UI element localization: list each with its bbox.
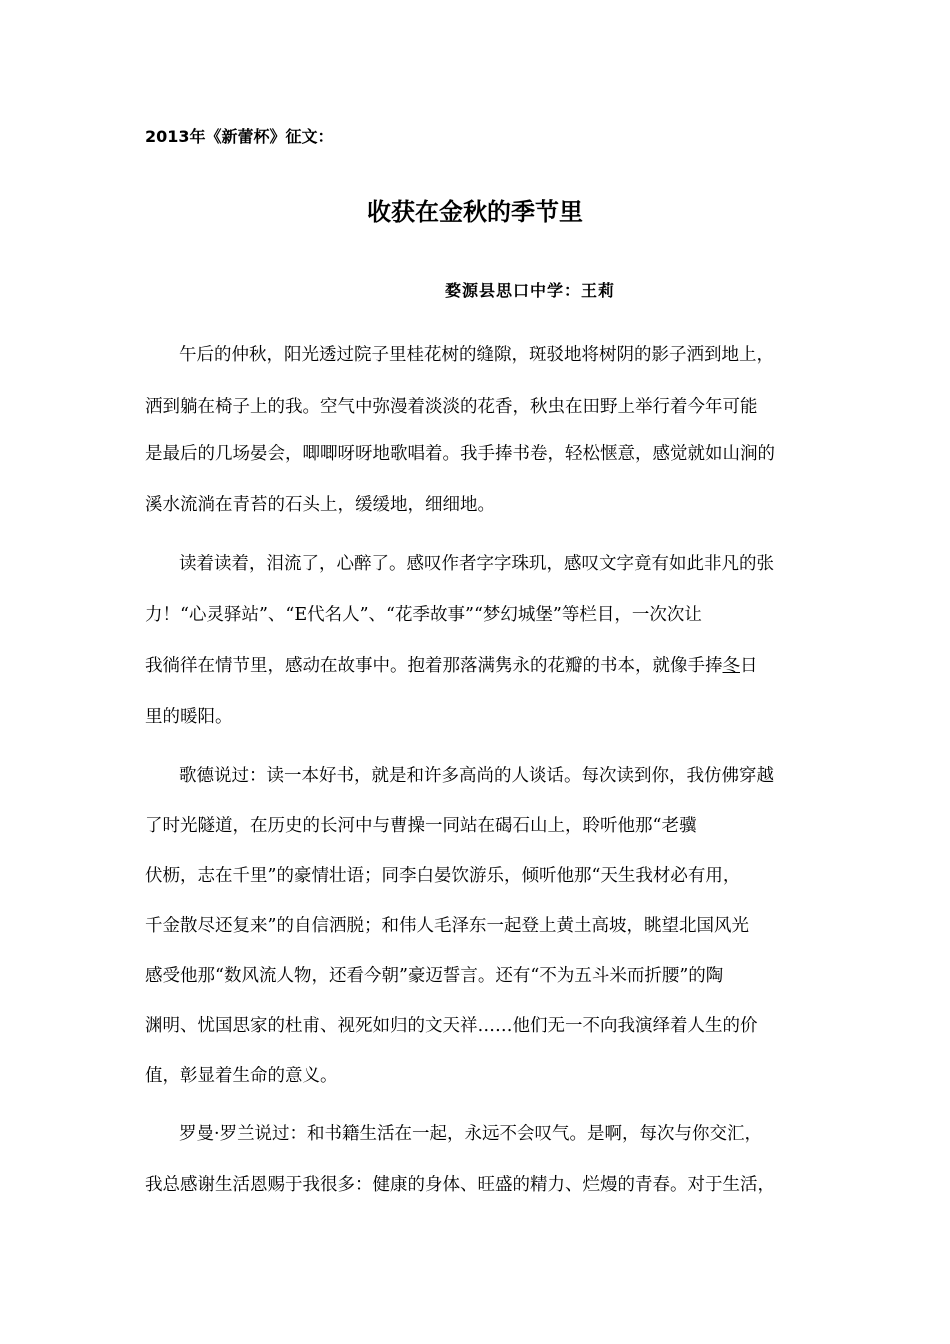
paragraph-2-line-2: 力！“心灵驿站”、“E代名人”、“花季故事”“梦幻城堡”等栏目，一次次让 — [145, 605, 702, 625]
paragraph-3-line-7: 值，彰显着生命的意义。 — [145, 1066, 338, 1086]
paragraph-3-line-4: 千金散尽还复来”的自信洒脱；和伟人毛泽东一起登上黄土高坡，眺望北国风光 — [145, 916, 749, 936]
paragraph-2-line-1: 读着读着，泪流了，心醉了。感叹作者字字珠玑，感叹文字竟有如此非凡的张 — [179, 554, 774, 574]
paragraph-3-line-2: 了时光隧道，在历史的长河中与曹操一同站在碣石山上，聆听他那“老骥 — [145, 816, 697, 836]
essay-title: 收获在金秋的季节里 — [367, 198, 583, 226]
paragraph-2-line-3-text: 我徜徉在情节里，感动在故事中。抱着那落满隽永的花瓣的书本，就像手捧 — [145, 656, 723, 676]
paragraph-4-line-1: 罗曼·罗兰说过：和书籍生活在一起，永远不会叹气。是啊，每次与你交汇， — [179, 1124, 763, 1144]
paragraph-1-line-3: 是最后的几场晏会，唧唧呀呀地歌唱着。我手捧书卷，轻松惬意，感觉就如山涧的 — [145, 444, 775, 464]
paragraph-3-line-5: 感受他那“数风流人物，还看今朝”豪迈誓言。还有“不为五斗米而折腰”的陶 — [145, 966, 724, 986]
paragraph-3-line-6: 渊明、忧国思家的杜甫、视死如归的文天祥……他们无一不向我演绎着人生的价 — [145, 1016, 758, 1036]
paragraph-1-line-2: 洒到躺在椅子上的我。空气中弥漫着淡淡的花香，秋虫在田野上举行着今年可能 — [145, 397, 758, 417]
paragraph-1-line-1: 午后的仲秋，阳光透过院子里桂花树的缝隙，斑驳地将树阴的影子洒到地上， — [179, 345, 774, 365]
paragraph-2-line-3-tail: 日 — [740, 656, 758, 676]
author-line: 婺源县思口中学：王莉 — [445, 281, 616, 300]
paragraph-3-line-1: 歌德说过：读一本好书，就是和许多高尚的人谈话。每次读到你，我仿佛穿越 — [179, 766, 774, 786]
contest-label: 2013年《新蕾杯》征文： — [145, 127, 334, 146]
underlined-word: 冬 — [722, 656, 740, 676]
paragraph-4-line-2: 我总感谢生活恩赐于我很多：健康的身体、旺盛的精力、烂熳的青春。对于生活， — [145, 1175, 775, 1195]
paragraph-2-line-3 — [145, 654, 758, 678]
paragraph-3-line-3: 伏枥，志在千里”的豪情壮语；同李白晏饮游乐，倾听他那“天生我材必有用， — [145, 866, 741, 886]
paragraph-1-line-4: 溪水流淌在青苔的石头上，缓缓地，细细地。 — [145, 495, 495, 515]
paragraph-2-line-4: 里的暖阳。 — [145, 707, 233, 727]
